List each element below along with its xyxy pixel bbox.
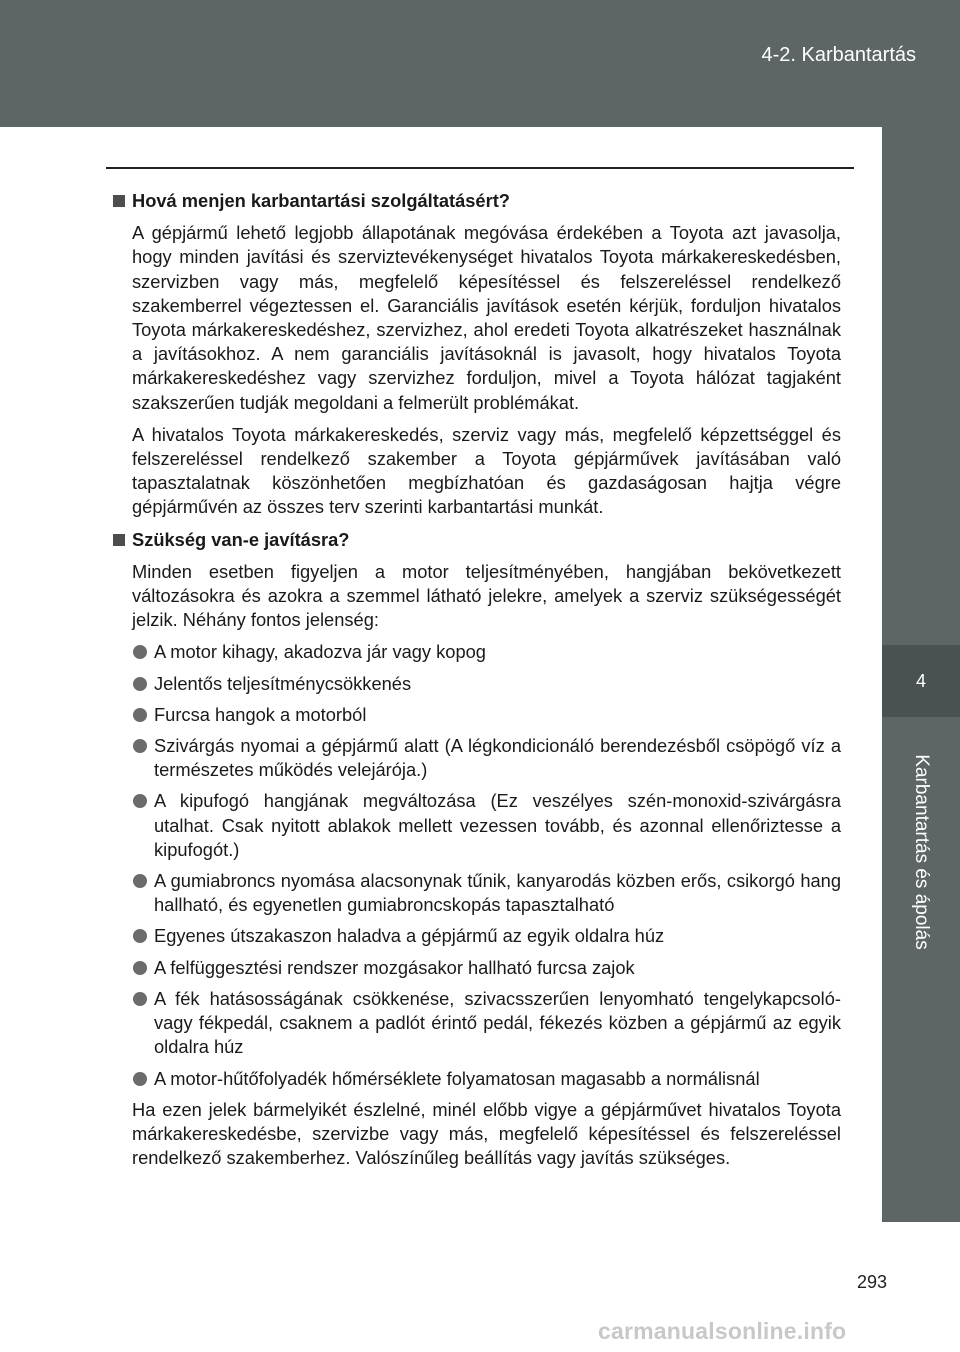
list-item: A motor-hűtőfolyadék hőmérséklete folyamatosan magasabb a normálisnál xyxy=(132,1067,841,1091)
chapter-number-box xyxy=(882,645,960,717)
paragraph: A gépjármű lehető legjobb állapotának megóvása érdekében a Toyota azt javasolja, hogy minden javítási és szerviztevékenységet hivatalos Toyota márkakereskedésben, szervizben vagy más, megfelelő képesítéssel és felszereléssel rendelkező szakemberrel végeztessen el. Garanciális javítások esetén kérjük, forduljon hivatalos Toyota márkakereskedéshez, szervizhez, ahol eredeti Toyota alkatrészeket használnak a javításokhoz. A nem garanciális javításoknál is javasolt, hogy hivatalos Toyota márkakereskedéshez vagy szervizhez forduljon, mivel a Toyota hálózat tagjaként szakszerűen tudják megoldani a felmerült problémákat. xyxy=(132,222,841,413)
chapter-number: 4 xyxy=(915,670,926,691)
section-heading-service: Hová menjen karbantartási szolgáltatásért? xyxy=(113,189,841,213)
list-item: Egyenes útszakaszon haladva a gépjármű az egyik oldalra húz xyxy=(132,924,841,948)
page-number: 293 xyxy=(856,1272,887,1292)
divider-rule xyxy=(106,167,854,169)
paragraph: Minden esetben figyeljen a motor teljesítményében, hangjában bekövetkezett változásokra és azokra a szemmel látható jelekre, amelyek a szerviz szükségességét jelzik. Néhány fontos jelenség: xyxy=(132,560,841,631)
list-item: A kipufogó hangjának megváltozása (Ez veszélyes szén-monoxid-szivárgásra utalhat. Csak nyitott ablakok mellett vezessen tovább, és azonnal ellenőriztesse a kipufogót.) xyxy=(132,789,841,862)
list-item: Furcsa hangok a motorból xyxy=(132,703,841,727)
paragraph: A hivatalos Toyota márkakereskedés, szerviz vagy más, megfelelő képzettséggel és felszereléssel rendelkező szakember a Toyota gépjárművek javításában való tapasztalatnak köszönhetően megbízhatóan és gazdaságosan hajtja végre gépjárművén az összes terv szerinti karbantartási munkát. xyxy=(132,423,841,518)
header-band xyxy=(0,0,960,127)
paragraph: Ha ezen jelek bármelyikét észlelné, minél előbb vigye a gépjárművet hivatalos Toyota márkakereskedésbe, szervizbe vagy más, megfelelő képesítéssel és felszereléssel rendelkező szakemberhez. Valószínűleg beállítás vagy javítás szükséges. xyxy=(132,1098,841,1169)
page-content xyxy=(113,189,841,1178)
chapter-title: Karbantartás és ápolás xyxy=(911,754,932,950)
section-label: 4-2. Karbantartás xyxy=(761,44,916,66)
list-item: A gumiabroncs nyomása alacsonynak tűnik, kanyarodás közben erős, csikorgó hang hallható, és egyenetlen gumiabroncskopás tapasztalható xyxy=(132,869,841,917)
section-heading-repair-needed: Szükség van-e javításra? xyxy=(113,528,841,552)
watermark: carmanualsonline.info xyxy=(598,1318,847,1344)
list-item: A motor kihagy, akadozva jár vagy kopog xyxy=(132,640,841,664)
list-item: A fék hatásosságának csökkenése, szivacsszerűen lenyomható tengelykapcsoló- vagy fékpedál, csaknem a padlót érintő pedál, fékezés közben a gépjármű az egyik oldalra húz xyxy=(132,987,841,1060)
list-item: A felfüggesztési rendszer mozgásakor hallható furcsa zajok xyxy=(132,956,841,980)
symptom-list xyxy=(113,640,841,1090)
list-item: Szivárgás nyomai a gépjármű alatt (A légkondicionáló berendezésből csöpögő víz a természetes működés velejárója.) xyxy=(132,734,841,782)
list-item: Jelentős teljesítménycsökkenés xyxy=(132,672,841,696)
